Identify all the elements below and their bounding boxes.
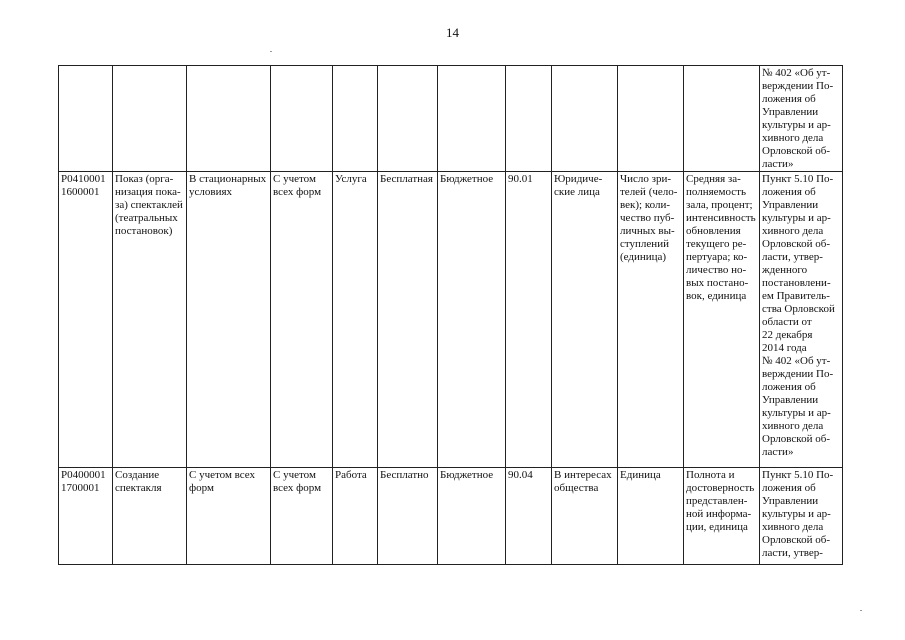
table-cell [618,66,684,172]
scan-speck [860,610,862,611]
table-cell: Бюджетное [438,172,506,468]
table-cell: С учетом всех форм [271,172,333,468]
table-cell: С учетом всех форм [187,468,271,565]
table-cell [506,66,552,172]
table-cell: Р0410001 1600001 [59,172,113,468]
table-cell: Юридиче- ские лица [552,172,618,468]
table-cell: Средняя за- полняемость зала, процент; интенсивность обновления текущего ре- пертуара; ко- личество но- вых постано- вок, единица [684,172,760,468]
table-cell: Пункт 5.10 По- ложения об Управлении культуры и ар- хивного дела Орловской об- ласти, утвер- [760,468,843,565]
table-cell: Пункт 5.10 По- ложения об Управлении культуры и ар- хивного дела Орловской об- ласти, утвер- жденного постановлени- ем Правитель- ства Орловской области от 22 декабря 2014 года № 402 «Об ут- верждении По- ложения об Управлении культуры и ар- хивного дела Орловской об- ласти» [760,172,843,468]
table-cell [59,66,113,172]
table-cell: В стационарных условиях [187,172,271,468]
table-cell: № 402 «Об ут- верждении По- ложения об Управлении культуры и ар- хивного дела Орловской об- ласти» [760,66,843,172]
scan-speck [270,51,272,52]
table-cell: Услуга [333,172,378,468]
table-cell: Бесплатно [378,468,438,565]
table-cell [552,66,618,172]
table-cell: Бесплатная [378,172,438,468]
table-cell: Число зри- телей (чело- век); коли- чество пуб- личных вы- ступлений (единица) [618,172,684,468]
table-cell: Единица [618,468,684,565]
table-cell [378,66,438,172]
table-cell: В интересах общества [552,468,618,565]
regulation-table [58,65,843,565]
table-cell [333,66,378,172]
table-cell: Работа [333,468,378,565]
table-cell [438,66,506,172]
table-cell: Полнота и достоверность представлен- ной информа- ции, единица [684,468,760,565]
table-cell: Р0400001 1700001 [59,468,113,565]
table-cell: 90.01 [506,172,552,468]
table-cell [271,66,333,172]
table-cell [684,66,760,172]
table-cell: Бюджетное [438,468,506,565]
table-cell: С учетом всех форм [271,468,333,565]
table-cell: Показ (орга- низация пока- за) спектаклей (театральных постановок) [113,172,187,468]
table-cell: 90.04 [506,468,552,565]
table-row [59,468,843,565]
table-cell [113,66,187,172]
table-cell [187,66,271,172]
table-row [59,66,843,172]
table-row [59,172,843,468]
table-cell: Создание спектакля [113,468,187,565]
page-number: 14 [446,25,459,40]
